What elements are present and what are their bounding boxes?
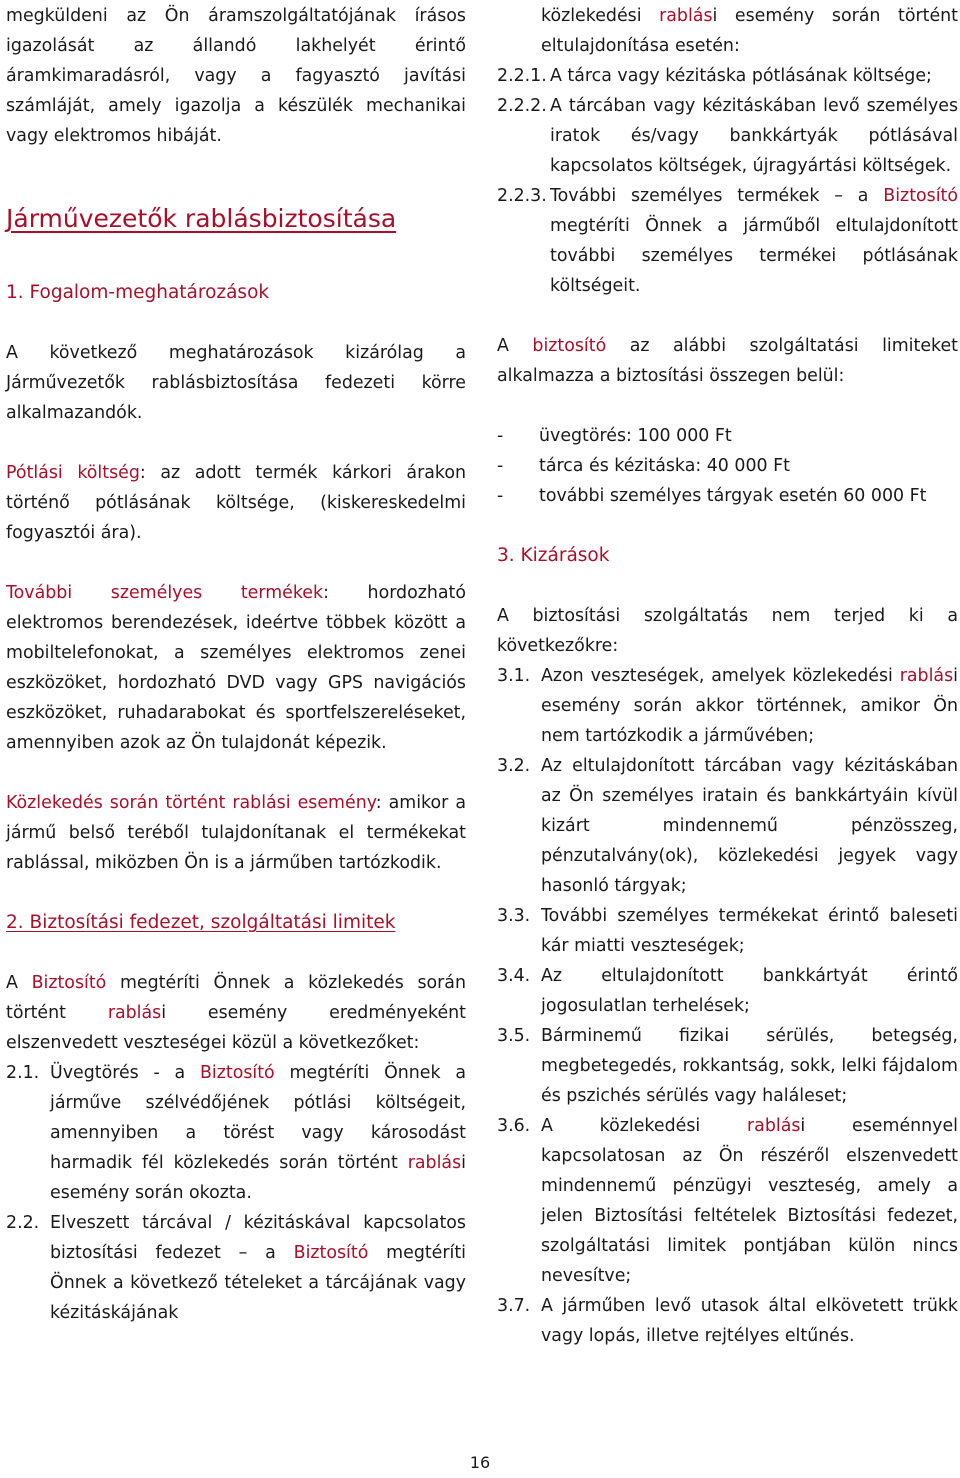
exclusion-3-5: 3.5. Bárminemű fizikai sérülés, betegség, megbetegedés, rokkantság, sokk, lelki fájdalom és pszichés sérülés vagy haláleset;	[497, 1026, 958, 1106]
left-column	[6, 0, 466, 1328]
item-2-2: 2.2. Elveszett tárcával / kézitáskával kapcsolatos biztosítási fedezet – a Biztosító megtéríti Önnek a következő tételeket a tárcájának vagy kézitáskájának	[6, 1213, 467, 1323]
definition-robbery-event: Közlekedés során történt rablási esemény: amikor a jármű belső teréből tulajdonítanak el termékekat rablással, miközben Ön is a járműben tartózkodik.	[6, 793, 466, 873]
definition-personal-items: További személyes termékek: hordozható elektromos berendezések, ideértve többek között a mobiltelefonokat, a személyes elektromos zenei eszközöket, hordozható DVD vagy GPS navigációs eszközöket, ruhadarabokat és sportfelszereléseket, amennyiben azok az Ön tulajdonát képezik.	[6, 583, 466, 753]
term: Közlekedés során történt rablási esemény	[6, 793, 376, 813]
section-title: Járművezetők rablásbiztosítása	[6, 204, 397, 233]
item-2-1: 2.1. Üvegtörés - a Biztosító megtéríti Önnek a járműve szélvédőjének pótlási költségeit, amennyiben a törést vagy károsodást harmadik fél közlekedés során történt rablási esemény során okozta.	[6, 1063, 467, 1203]
term: További személyes termékek	[6, 583, 324, 603]
exclusions-intro: A biztosítási szolgáltatás nem terjed ki a következőkre:	[497, 606, 958, 656]
list-item: - további személyes tárgyak esetén 60 000 Ft	[497, 486, 927, 506]
heading-exclusions: 3. Kizárások	[497, 545, 610, 566]
exclusion-3-4: 3.4. Az eltulajdonított bankkártyát érintő jogosulatlan terhelések;	[497, 966, 958, 1016]
exclusion-3-2: 3.2. Az eltulajdonított tárcában vagy kézitáskában az Ön személyes iratain és bankkártyáin kívül kizárt mindennemű pénzösszeg, pénzutalvány(ok), közlekedési jegyek vagy hasonló tárgyak;	[497, 756, 958, 896]
intro-paragraph: megküldeni az Ön áramszolgáltatójának írásos igazolását az állandó lakhelyét érintő áramkimaradásról, vagy a fagyasztó javítási számláját, amely igazolja a készülék mechanikai vagy elektromos hibáját.	[6, 6, 466, 146]
list-item: - tárca és kézitáska: 40 000 Ft	[497, 456, 790, 476]
item-2-2-3: 2.2.3. További személyes termékek – a Biztosító megtéríti Önnek a járműből eltulajdonított további személyes termékei pótlásának költségeit.	[497, 186, 958, 296]
exclusion-3-1: 3.1. Azon veszteségek, amelyek közlekedési rablási esemény során akkor történnek, amikor Ön nem tartózkodik a járművében;	[497, 666, 958, 746]
definition-replacement-cost: Pótlási költség: az adott termék kárkori árakon történő pótlásának költsége, (kiskereskedelmi fogyasztói ára).	[6, 463, 466, 543]
item-2-2-1: 2.2.1. A tárca vagy kézitáska pótlásának költsége;	[497, 66, 932, 86]
heading-coverage: 2. Biztosítási fedezet, szolgáltatási limitek	[6, 912, 396, 933]
heading-definitions: 1. Fogalom-meghatározások	[6, 282, 270, 303]
item-2-2-2: 2.2.2. A tárcában vagy kézitáskában levő személyes iratok és/vagy bankkártyák pótlásával kapcsolatos költségek, újragyártási költségek.	[497, 96, 958, 176]
term: Pótlási költség	[6, 463, 140, 483]
coverage-intro: A Biztosító megtéríti Önnek a közlekedés során történt rablási esemény eredményeként elszenvedett veszteségei közül a következőket:	[6, 973, 466, 1053]
definitions-intro: A következő meghatározások kizárólag a Járművezetők rablásbiztosítása fedezeti körre alkalmazandók.	[6, 343, 466, 423]
item-2-2-continued: közlekedési rablási esemény során történt eltulajdonítása esetén:	[541, 6, 958, 56]
exclusion-3-3: 3.3. További személyes termékekat érintő baleseti kár miatti veszteségek;	[497, 906, 958, 956]
exclusion-3-6: 3.6. A közlekedési rablási eseménnyel kapcsolatosan az Ön részéről elszenvedett mindennemű pénzügyi veszteség, amely a jelen Biztosítási feltételek Biztosítási fedezet, szolgáltatási limitek pontjában külön nincs nevesítve;	[497, 1116, 959, 1286]
right-column	[497, 0, 958, 1351]
exclusion-3-7: 3.7. A járműben levő utasok által elkövetett trükk vagy lopás, illetve rejtélyes eltűnés.	[497, 1296, 958, 1346]
page-number: 16	[469, 1453, 491, 1472]
limits-list	[497, 421, 958, 511]
limits-intro: A biztosító az alábbi szolgáltatási limiteket alkalmazza a biztosítási összegen belül:	[497, 336, 958, 386]
list-item: - üvegtörés: 100 000 Ft	[497, 426, 732, 446]
